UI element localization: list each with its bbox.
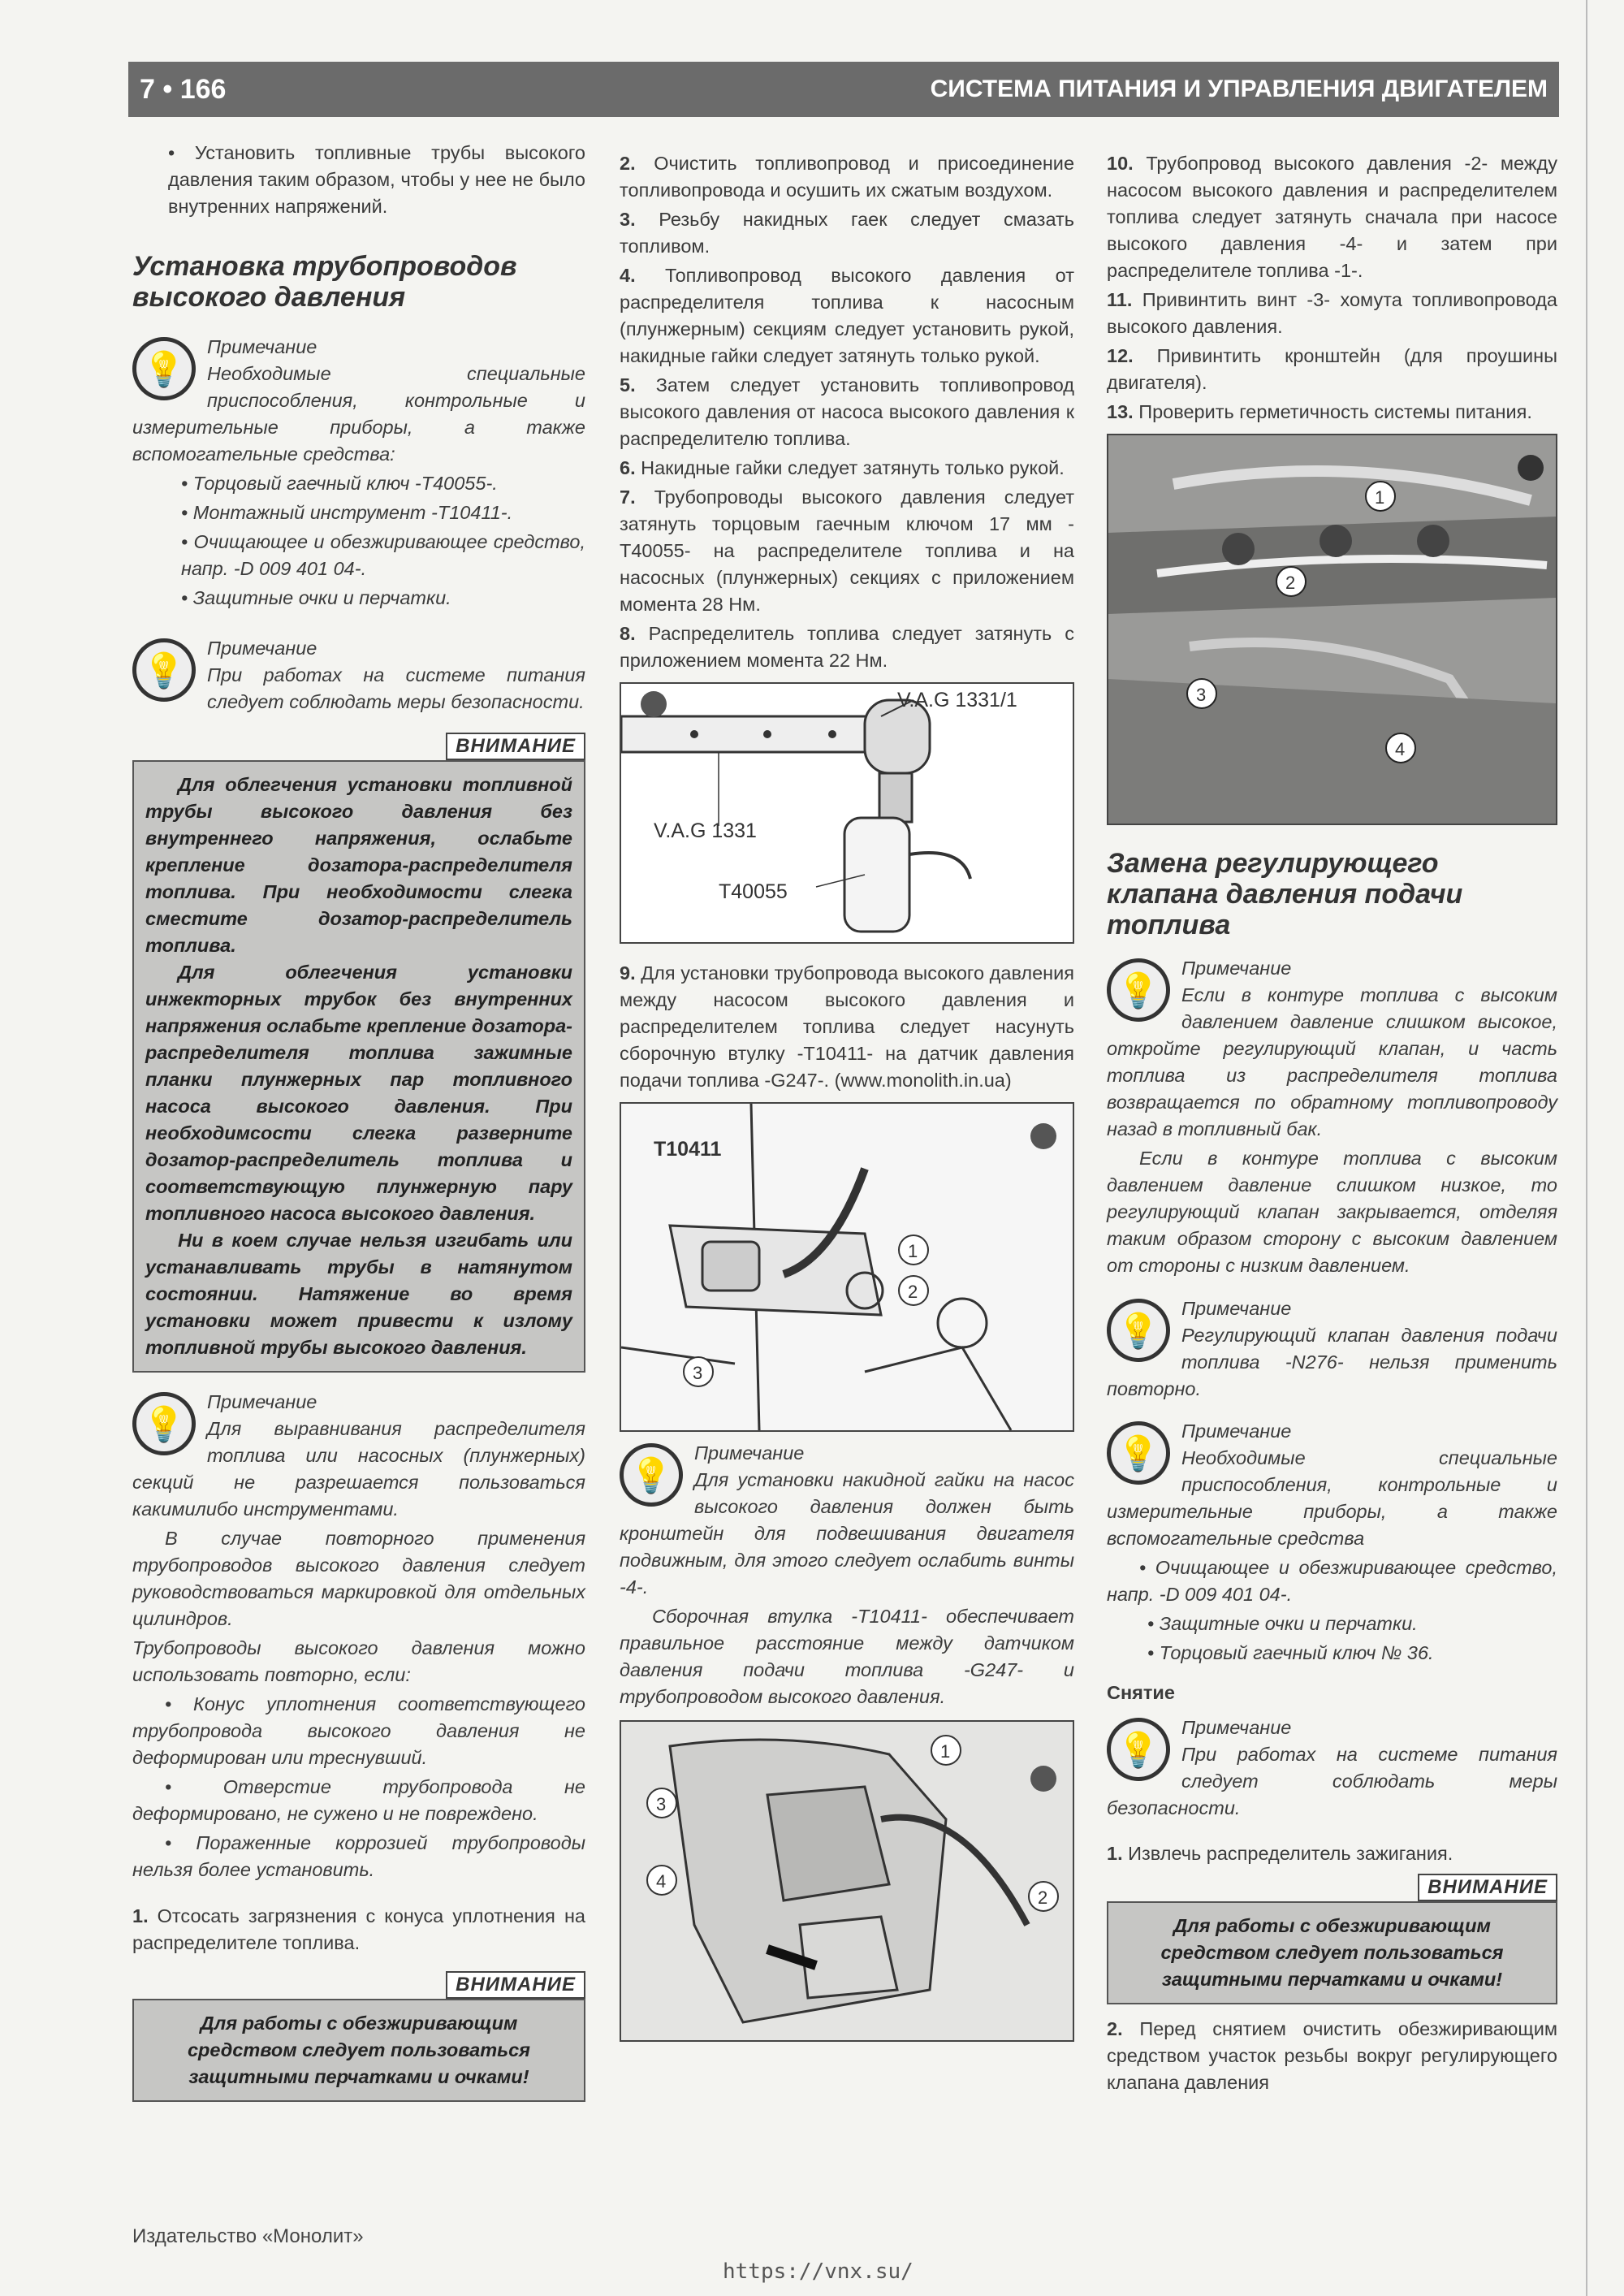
tool-label: T40055 [719,880,788,903]
warning-tag: ВНИМАНИЕ [1107,1874,1557,1901]
note-alignment [132,1389,585,1883]
warning-paragraph: Для облегчения установки инжекторных трубок без внутренних напряжения ослабьте крепление дозатора-распределителя топлива зажимные планки плунжерных пар топливного насоса высокого давления. При необходимсости слегка разверните дозатор-распределитель топлива и соответствующую плунжерную пару топливного насоса высокого давления. [145,962,572,1224]
source-url: https://vnx.su/ [723,2259,914,2284]
publisher-footer: Издательство «Монолит» [132,2225,364,2247]
wrench-diagram [621,684,1073,942]
figure-sensor-assembly [620,1102,1074,1432]
note-text: При работах на системе питания следует соблюдать меры безопасности. [207,664,585,712]
step-item: 8. Распределитель топлива следует затянуть с приложением момента 22 Нм. [620,623,1074,671]
step-item: 5. Затем следует установить топливопровод высокого давления от насоса высокого давления к распределителю топлива. [620,374,1074,449]
warning-paragraph: Ни в коем случае нельзя изгибать или устанавливать трубы в натянутом состоянии. Натяжение во время установки может привести к излому топливной трубы высокого давления. [145,1230,572,1358]
step-item: 1. Извлечь распределитель зажигания. [1107,1843,1453,1864]
page-edge [1586,0,1587,2296]
note-tools [132,334,585,614]
callout-2: 2 [908,1282,918,1302]
list-item: • Очищающее и обезжиривающее средство, напр. -D 009 401 04-. [181,531,585,579]
callout-1: 1 [1375,487,1385,508]
warning-tag: ВНИМАНИЕ [132,1971,585,1999]
note-title: Примечание [1181,1298,1292,1319]
column-left [132,140,585,2102]
callout-2: 2 [1285,573,1296,593]
list-item: • Конус уплотнения соответствующего трубопровода высокого давления не деформирован или треснувший. [132,1693,585,1768]
note-title: Примечание [1181,958,1292,979]
warning-box [132,760,585,1373]
bulb-icon: 💡 [132,337,196,400]
tool-label: V.A.G 1331/1 [897,689,1017,711]
note-text: Трубопроводы высокого давления можно использовать повторно, если: [132,1637,585,1685]
list-item: • Очищающее и обезжиривающее средство, напр. -D 009 401 04-. [1107,1557,1557,1605]
note-text: Для установки накидной гайки на насос высокого давления должен быть кронштейн для подвешивания двигателя подвижным, для этого следует ослабить винты -4-. [620,1469,1074,1598]
figure-pump-bracket [620,1720,1074,2042]
callout-4: 4 [656,1871,667,1892]
step-item: 4. Топливопровод высокого давления от распределителя топлива к насосным (плунжерным) секциям следует установить рукой, накидные гайки следует затянуть только рукой. [620,265,1074,366]
step-item: 7. Трубопроводы высокого давления следует затянуть торцовым гаечным ключом 17 мм -T40055- на распределителе топлива и на насосных (плунжерных) секциях с приложением момента 28 Нм. [620,486,1075,615]
step-item: 1. Отсосать загрязнения с конуса уплотнения на распределителе топлива. [132,1905,585,1953]
step-item: 9. Для установки трубопровода высокого давления между насосом высокого давления и распределителем топлива следует насунуть сборочную втулку -T10411- на датчик давления подачи топлива -G247-. (www.monolith.in.ua) [620,962,1074,1091]
list-item: • Торцовый гаечный ключ № 36. [1147,1642,1434,1663]
pump-diagram [621,1722,1073,2040]
step-item: 12. Привинтить кронштейн (для проушины двигателя). [1107,345,1558,393]
section-heading: Замена регулирующего клапана давления подачи топлива [1107,848,1463,940]
bulb-icon: 💡 [1107,1421,1170,1485]
bulb-icon: 💡 [1107,1718,1170,1781]
intro-paragraph: • Установить топливные трубы высокого давления таким образом, чтобы у нее не было внутренних напряжений. [168,142,585,217]
warning-paragraph: Для облегчения установки топливной трубы высокого давления без внутреннего напряжения, ослабьте крепление дозатора-распределителя топлива. При необходимости слегка сместите дозатор-распределитель топлива. [145,774,572,956]
bulb-icon: 💡 [1107,1299,1170,1362]
step-item: 2. Перед снятием очистить обезжиривающим средством участок резьбы вокруг регулирующего клапана давления [1107,2018,1557,2093]
note-text: В случае повторного применения трубопроводов высокого давления следует руководствоваться маркировкой для отдельных цилиндров. [132,1528,585,1629]
note-tools [1107,1418,1557,1667]
step-item: 2. Очистить топливопровод и присоединение топливопровода и осушить их сжатым воздухом. [620,153,1075,201]
note-title: Примечание [207,1391,317,1412]
note-text: Если в контуре топлива с высоким давлением давление слишком низкое, то регулирующий клапан закрывается, отделяя таким образом сторону с высоким давлением от стороны с низким давлением. [1107,1148,1557,1276]
note-title: Примечание [1181,1717,1292,1738]
note-bracket [620,1440,1074,1710]
callout-2: 2 [1038,1887,1048,1908]
note-title: Примечание [1181,1420,1292,1442]
step-item: 3. Резьбу накидных гаек следует смазать топливом. [620,209,1074,257]
warning-paragraph: Для работы с обезжиривающим средством следует пользоваться защитными перчатками и очками! [1160,1915,1504,1990]
note-title: Примечание [694,1442,805,1464]
tool-label: V.A.G 1331 [654,819,757,842]
note-safety [1107,1714,1557,1824]
bulb-icon: 💡 [132,1392,196,1455]
note-text: Необходимые специальные приспособления, контрольные и измерительные приборы, а также вспомогательные средства: [132,363,585,465]
warning-box [132,1999,585,2102]
list-item: • Защитные очки и перчатки. [181,587,451,608]
list-item: • Защитные очки и перчатки. [1147,1613,1418,1634]
page-header [128,62,1559,117]
callout-1: 1 [940,1741,951,1762]
list-item: • Отверстие трубопровода не деформировано, не сужено и не повреждено. [132,1776,585,1824]
note-text: Регулирующий клапан давления подачи топлива -N276- нельзя применить повторно. [1107,1325,1557,1399]
note-text: Для выравнивания распределителя топлива или насосных (плунжерных) секций не разрешается пользоваться какимилибо инструментами. [132,1418,585,1520]
figure-wrench-tool [620,682,1074,944]
figure-fuel-rail [1107,434,1557,825]
callout-3: 3 [693,1363,703,1383]
section-heading: Установка трубопроводов высокого давления [132,251,517,313]
page-number: 7 • 166 [140,74,227,105]
list-item: • Пораженные коррозией трубопроводы нельзя более установить. [132,1832,585,1880]
warning-box [1107,1901,1557,2004]
step-item: 11. Привинтить винт -3- хомута топливопровода высокого давления. [1107,289,1558,337]
note-title: Примечание [207,336,317,357]
callout-3: 3 [656,1794,667,1814]
section-title: СИСТЕМА ПИТАНИЯ И УПРАВЛЕНИЯ ДВИГАТЕЛЕМ [930,76,1548,102]
fuel-rail-photo [1108,435,1556,824]
callout-1: 1 [908,1241,918,1261]
bulb-icon: 💡 [620,1443,683,1507]
step-item: 10. Трубопровод высокого давления -2- между насосом высокого давления и распределителем топлива следует затянуть сначала при насосе высокого давления -4- и затем при распределителе топлива -1-. [1107,153,1557,281]
list-item: • Монтажный инструмент -T10411-. [181,502,513,523]
callout-3: 3 [1196,685,1207,705]
step-item: 6. Накидные гайки следует затянуть только рукой. [620,457,1065,478]
warning-paragraph: Для работы с обезжиривающим средством следует пользоваться защитными перчатками и очками! [187,2013,530,2087]
subheading-removal: Снятие [1107,1682,1175,1703]
note-text: Сборочная втулка -T10411- обеспечивает правильное расстояние между датчиком давления подачи топлива -G247- и трубопроводом высокого давления. [620,1606,1074,1707]
column-right [1107,150,1557,2099]
note-valve-reuse [1107,1295,1557,1405]
tool-label: T10411 [654,1138,722,1161]
note-text: Если в контуре топлива с высоким давлением давление слишком высокое, откройте регулирующий клапан, и часть топлива из распределителя топлива возвращается по обратному топливопроводу назад в топливный бак. [1107,984,1557,1139]
bulb-icon: 💡 [1107,958,1170,1022]
note-text: Необходимые специальные приспособления, контрольные и измерительные приборы, а также вспомогательные средства [1107,1447,1557,1549]
bulb-icon: 💡 [132,638,196,702]
column-middle [620,150,1074,2050]
warning-tag: ВНИМАНИЕ [132,733,585,760]
callout-4: 4 [1395,739,1406,759]
step-item: 13. Проверить герметичность системы питания. [1107,401,1532,422]
note-valve-function [1107,955,1557,1279]
note-safety [132,635,585,718]
note-text: При работах на системе питания следует соблюдать меры безопасности. [1107,1744,1557,1818]
note-title: Примечание [207,638,317,659]
list-item: • Торцовый гаечный ключ -T40055-. [181,473,498,494]
